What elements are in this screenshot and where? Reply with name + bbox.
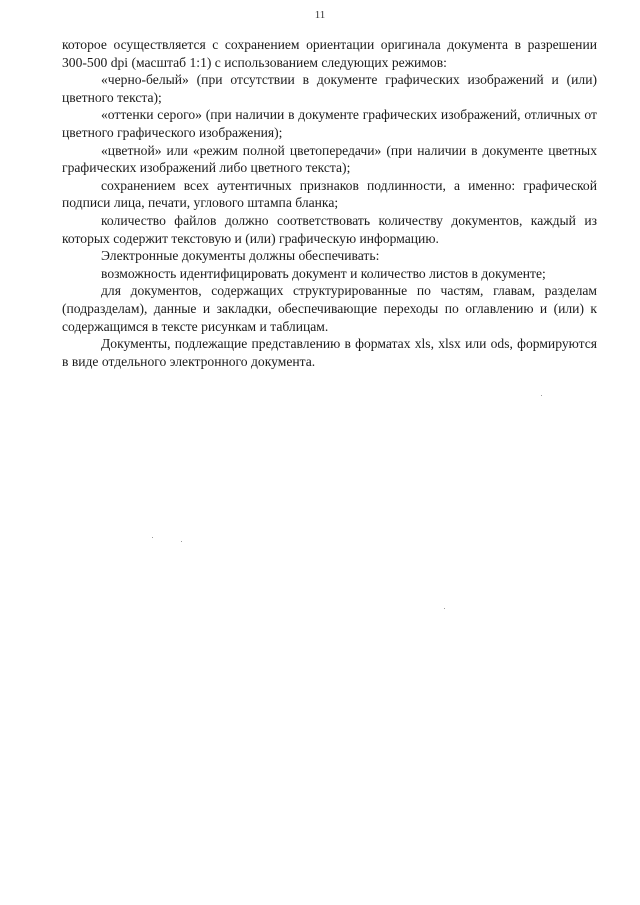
paragraph-identification: возможность идентифицировать документ и количество листов в документе; xyxy=(101,265,546,281)
document-body xyxy=(62,36,597,370)
scan-speck xyxy=(541,395,542,396)
paragraph-spreadsheet-formats: Документы, подлежащие представлению в форматах xls, xlsx или ods, формируются в виде отдельного электронного документа. xyxy=(62,336,597,369)
paragraph-mode-color: «цветной» или «режим полной цветопередачи» (при наличии в документе цветных графических изображений либо цветного текста); xyxy=(62,142,597,176)
scan-speck xyxy=(152,537,153,538)
paragraph-mode-black-white: «черно-белый» (при отсутствии в документе графических изображений и (или) цветного текста); xyxy=(62,72,597,105)
paragraph-file-count: количество файлов должно соответствовать количеству документов, каждый из которых содержит текстовую и (или) графическую информацию. xyxy=(62,212,597,246)
paragraph-authenticity: сохранением всех аутентичных признаков подлинности, а именно: графической подписи лица, печати, углового штампа бланка; xyxy=(62,177,597,211)
paragraph-scan-orientation: которое осуществляется с сохранением ориентации оригинала документа в разрешении 300-500 dpi (масштаб 1:1) с использованием следующих режимов: xyxy=(62,37,597,70)
paragraph-bookmarks: для документов, содержащих структурированные по частям, главам, разделам (подразделам), данные и закладки, обеспечивающие переходы по оглавлению и (или) к содержащимся в тексте рисункам и таблицам. xyxy=(62,283,597,334)
page-number: 11 xyxy=(314,9,326,21)
scan-speck xyxy=(444,608,445,609)
paragraph-mode-grayscale: «оттенки серого» (при наличии в документе графических изображений, отличных от цветного графического изображения); xyxy=(62,107,597,140)
paragraph-requirements-heading: Электронные документы должны обеспечивать: xyxy=(101,248,380,264)
scan-speck xyxy=(181,541,182,542)
